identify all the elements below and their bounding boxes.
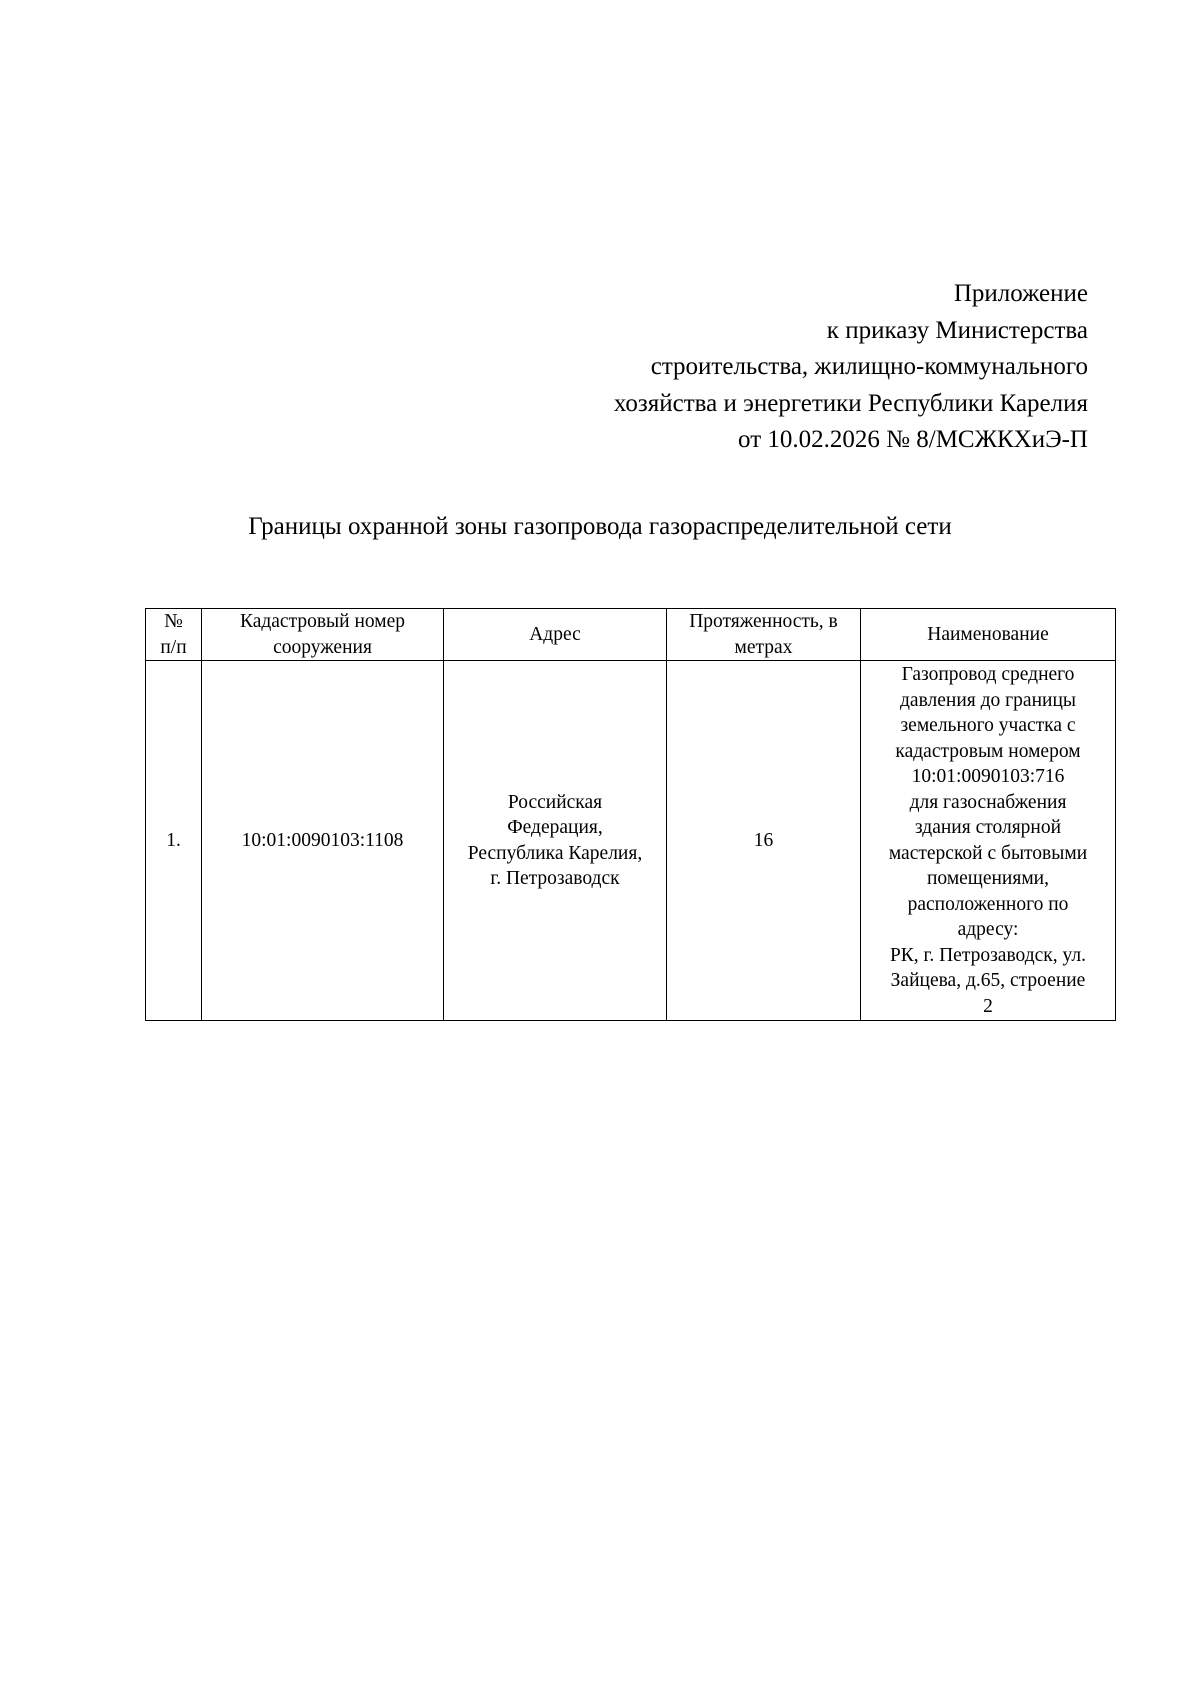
header-number: № п/п: [146, 609, 202, 661]
appendix-line: к приказу Министерства: [826, 316, 1088, 344]
appendix-line: строительства, жилищно-коммунального: [650, 353, 1088, 380]
header-cadastral-number: Кадастровый номер сооружения: [202, 609, 444, 661]
appendix-line: Приложение: [953, 280, 1088, 307]
cell-length: 16: [667, 661, 861, 1021]
header-length: Протяженность, в метрах: [667, 609, 861, 661]
header-name: Наименование: [861, 609, 1116, 661]
table-header-row: [146, 609, 1116, 661]
appendix-line: от 10.02.2026 № 8/МСЖКХиЭ-П: [738, 426, 1088, 453]
cell-cadastral-number: 10:01:0090103:1108: [202, 661, 444, 1021]
cell-address: Российская Федерация, Республика Карелия, г. Петрозаводск: [444, 661, 667, 1021]
appendix-line: хозяйства и энергетики Республики Карелия: [613, 389, 1088, 417]
table-row: [146, 661, 1116, 1021]
appendix-header: [614, 276, 1088, 459]
protection-zone-table: [145, 608, 1116, 1021]
document-title: Границы охранной зоны газопровода газораспределительной сети: [248, 513, 952, 540]
cell-name: Газопровод среднего давления до границы земельного участка с кадастровым номером 10:01:0090103:716 для газоснабжения здания столярной мастерской с бытовыми помещениями, расположенного по адресу: РК, г. Петрозаводск, ул. Зайцева, д.65, строение 2: [861, 661, 1116, 1021]
header-address: Адрес: [444, 609, 667, 661]
cell-number: 1.: [146, 661, 202, 1021]
